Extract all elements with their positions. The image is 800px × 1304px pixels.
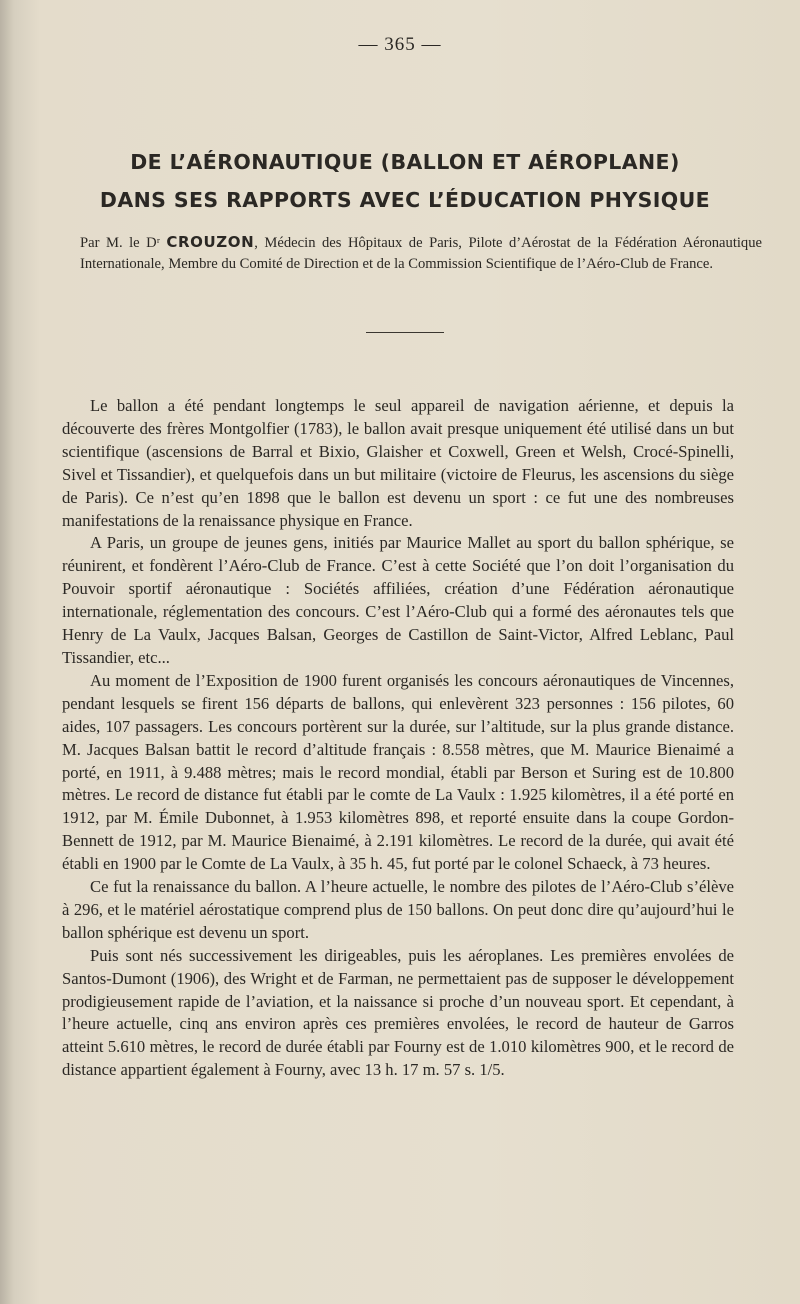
author-byline bbox=[80, 232, 762, 275]
byline-prefix: Par M. le Dʳ bbox=[80, 235, 167, 251]
paragraph: Ce fut la renaissance du ballon. A l’heure actuelle, le nombre des pilotes de l’Aéro-Club s’élève à 296, et le matériel aérostatique comprend plus de 150 ballons. On peut donc dire qu’aujourd’hui le ballon sphérique est devenu un sport. bbox=[62, 877, 734, 942]
paragraph: Le ballon a été pendant longtemps le seul appareil de navigation aérienne, et depuis la découverte des frères Montgolfier (1783), le ballon avait presque uniquement été utilisé dans un but scientifique (ascensions de Barral et Bixio, Glaisher et Coxwell, Green et Welsh, Crocé-Spinelli, Sivel et Tissandier), et quelquefois dans un but militaire (victoire de Fleurus, les ascensions du siège de Paris). Ce n’est qu’en 1898 que le ballon est devenu un sport : ce fut une des nombreuses manifestations de la renaissance physique en France. bbox=[62, 396, 734, 530]
section-divider bbox=[366, 332, 444, 333]
article-title-line-1: DE L’AÉRONAUTIQUE (BALLON ET AÉROPLANE) bbox=[130, 150, 680, 174]
paragraph: Au moment de l’Exposition de 1900 furent organisés les concours aéronautiques de Vincennes, pendant lesquels se firent 156 départs de ballons, qui enlevèrent 323 personnes : 156 pilotes, 60 aides, 107 passagers. Les concours portèrent sur la durée, sur l’altitude, sur la plus grande distance. M. Jacques Balsan battit le record d’altitude français : 8.558 mètres, que M. Maurice Bienaimé a porté, en 1911, à 9.488 mètres; mais le record mondial, établi par Berson et Suring est de 10.800 mètres. Le record de distance fut établi par le comte de La Vaulx : 1.925 kilomètres, il a été porté en 1912, par M. Émile Dubonnet, à 1.953 kilomètres 898, et reporté ensuite dans la coupe Gordon-Bennett de 1912, par M. Maurice Bienaimé, à 2.191 kilomètres. Le record de la durée, qui avait été établi en 1900 par le Comte de La Vaulx, à 35 h. 45, fut porté par le colonel Schaeck, à 73 heures. bbox=[62, 670, 734, 874]
page-number: — 365 — bbox=[358, 34, 442, 55]
byline-credentials: , Médecin des Hôpitaux de Paris, Pilote d’Aérostat de la Fédération Aéronautique Internationale, Membre du Comité de Direction et de la Commission Scientifique de l’Aéro-Club de France. bbox=[80, 235, 762, 272]
paragraph: Puis sont nés successivement les dirigeables, puis les aéroplanes. Les premières envolées de Santos-Dumont (1906), des Wright et de Farman, ne permettaient pas de supposer le développement prodigieusement rapide de l’aviation, et la naissance si proche d’un nouveau sport. Et cependant, à l’heure actuelle, cinq ans environ après ces premières envolées, le record de hauteur de Garros atteint 5.610 mètres, le record de durée établi par Fourny est de 1.010 kilomètres 900, et le record de distance appartient également à Fourny, avec 13 h. 17 m. 57 s. 1/5. bbox=[62, 945, 734, 1080]
author-name: CROUZON bbox=[166, 233, 255, 251]
article-body bbox=[62, 395, 734, 1082]
paragraph: A Paris, un groupe de jeunes gens, initiés par Maurice Mallet au sport du ballon sphérique, se réunirent, et fondèrent l’Aéro-Club de France. C’est à cette Société que l’on doit l’organisation du Pouvoir sportif aéronautique : Sociétés affiliées, création d’une Fédération aéronautique internationale, réglementation des concours. C’est l’Aéro-Club qui a formé des aéronautes tels que Henry de La Vaulx, Jacques Balsan, Georges de Castillon de Saint-Victor, Alfred Leblanc, Paul Tissandier, etc... bbox=[62, 533, 734, 667]
article-title-line-2: DANS SES RAPPORTS AVEC L’ÉDUCATION PHYSIQUE bbox=[99, 188, 711, 212]
